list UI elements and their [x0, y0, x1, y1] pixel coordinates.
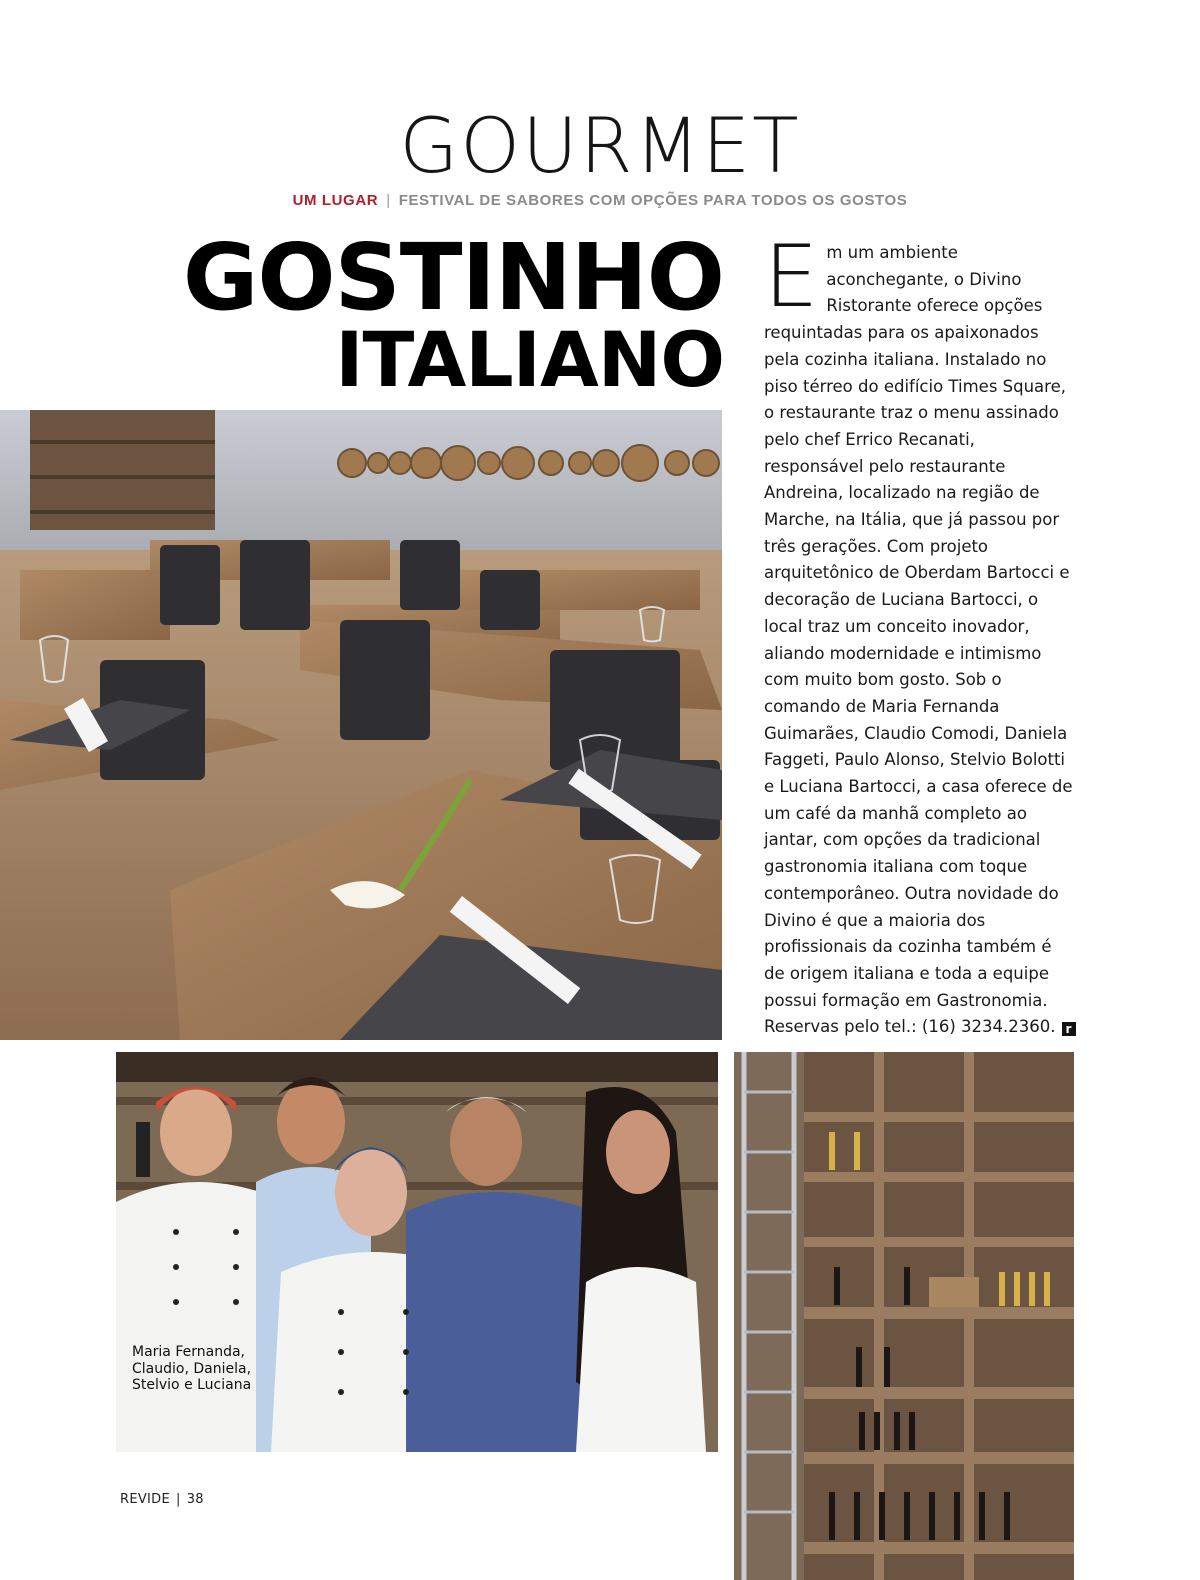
- article-text: m um ambiente aconchegante, o Divino Ristorante oferece opções requintadas para os apaixonados pela cozinha italiana. Instalado no piso térreo do edifício Times Square, o restaurante traz o menu assinado pelo chef Errico Recanati, responsável pelo restaurante Andreina, localizado na região de Marche, na Itália, que já passou por três gerações. Com projeto arquitetônico de Oberdam Bartocci e decoração de Luciana Bartocci, o local traz um conceito inovador, aliando modernidade e intimismo com muito bom gosto. Sob o comando de Maria Fernanda Guimarães, Claudio Comodi, Daniela Faggeti, Paulo Alonso, Stelvio Bolotti e Luciana Bartocci, a casa oferece de um café da manhã completo ao jantar, com opções da tradicional gastronomia italiana com toque contemporâneo. Outra novidade do Divino é que a maioria dos profissionais da cozinha também é de origem italiana e toda a equipe possui formação em Gastronomia. Reservas pelo tel.: (16) 3234.2360.: [764, 243, 1073, 1037]
- headline: [120, 224, 724, 404]
- headline-line-1: GOSTINHO: [182, 224, 724, 331]
- wine-shelf-photo: [734, 1052, 1074, 1580]
- kicker-separator: |: [386, 192, 391, 209]
- kicker: [0, 192, 1200, 209]
- drop-cap: E: [764, 227, 819, 327]
- article-body: [764, 227, 1076, 1041]
- photo-caption: Maria Fernanda, Claudio, Daniela, Stelvio e Luciana: [132, 1344, 252, 1393]
- page-number: 38: [186, 1492, 204, 1507]
- kicker-subtitle: FESTIVAL DE SABORES COM OPÇÕES PARA TODOS OS GOSTOS: [398, 192, 908, 209]
- end-mark-icon: r: [1062, 1022, 1076, 1036]
- section-title: GOURMET: [399, 101, 801, 190]
- kicker-category: UM LUGAR: [292, 192, 379, 209]
- restaurant-dining-room-photo: [0, 410, 722, 1040]
- magazine-name: REVIDE: [120, 1492, 170, 1507]
- footer-separator: |: [176, 1492, 181, 1507]
- page-footer: [120, 1492, 204, 1507]
- headline-line-2: ITALIANO: [335, 314, 724, 404]
